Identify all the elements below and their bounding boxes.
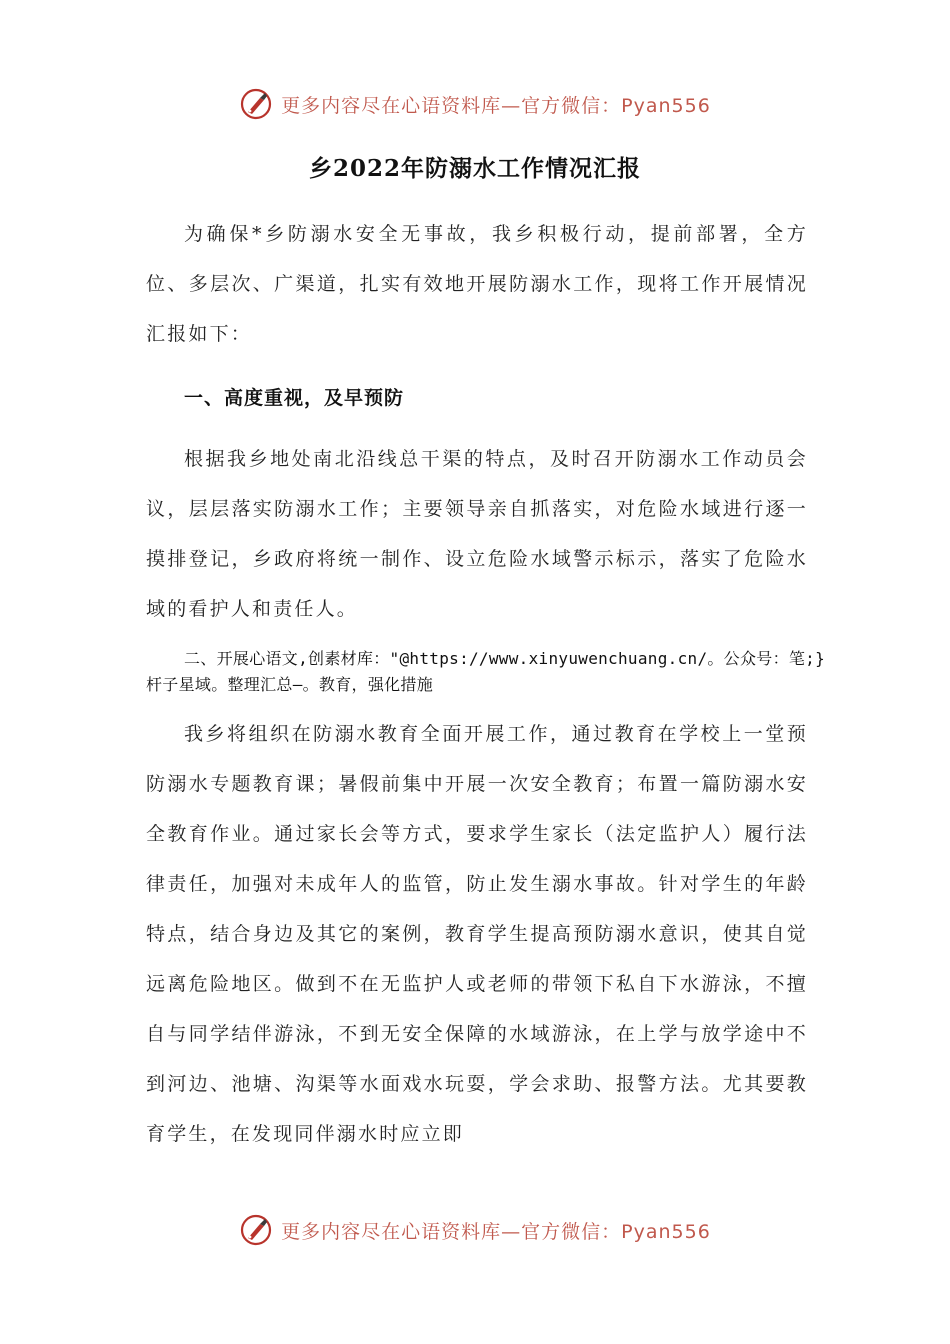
banner-caption: 更多内容尽在心语资料库—官方微信：	[281, 94, 622, 117]
section1-heading-block	[146, 383, 808, 410]
intro-block	[146, 209, 808, 359]
section2-heading-block	[146, 646, 826, 698]
section1-heading: 一、高度重视，及早预防	[184, 387, 405, 409]
footer-banner-wechat-id: Pyan556	[621, 1220, 711, 1243]
section2-paragraph: 我乡将组织在防溺水教育全面开展工作，通过教育在学校上一堂预防溺水专题教育课；暑假前集中开展一次安全教育；布置一篇防溺水安全教育作业。通过家长会等方式，要求学生家长（法定监护人）履行法律责任，加强对未成年人的监管，防止发生溺水事故。针对学生的年龄特点，结合身边及其它的案例，教育学生提高预防溺水意识，使其自觉远离危险地区。做到不在无监护人或老师的带领下私自下水游泳，不擅自与同学结伴游泳，不到无安全保障的水域游泳，在上学与放学途中不到河边、池塘、沟渠等水面戏水玩耍，学会求助、报警方法。尤其要教育学生，在发现同伴溺水时应立即	[146, 723, 808, 1145]
section2-body-block	[146, 709, 808, 1159]
banner-wechat-id: Pyan556	[621, 94, 711, 117]
document-title: 乡2022年防溺水工作情况汇报	[308, 155, 641, 182]
pen-nib-logo-icon	[239, 87, 273, 121]
intro-paragraph: 为确保*乡防溺水安全无事故，我乡积极行动，提前部署，全方位、多层次、广渠道，扎实有效地开展防溺水工作，现将工作开展情况汇报如下：	[146, 223, 808, 345]
banner-text	[281, 91, 711, 118]
footer-banner	[0, 1210, 950, 1250]
section1-paragraph: 根据我乡地处南北沿线总干渠的特点，及时召开防溺水工作动员会议，层层落实防溺水工作；主要领导亲自抓落实，对危险水域进行逐一摸排登记，乡政府将统一制作、设立危险水域警示标示，落实了危险水域的看护人和责任人。	[146, 448, 808, 620]
section2-heading: 二、开展心语文,创素材库："@https://www.xinyuwenchuang.cn/。公众号：笔;}杆子星域。整理汇总—。教育，强化措施	[146, 649, 826, 694]
header-banner	[0, 84, 950, 124]
pen-nib-logo-icon	[239, 1213, 273, 1247]
footer-banner-caption: 更多内容尽在心语资料库—官方微信：	[281, 1220, 622, 1243]
section1-body-block	[146, 434, 808, 634]
footer-banner-text	[281, 1217, 711, 1244]
